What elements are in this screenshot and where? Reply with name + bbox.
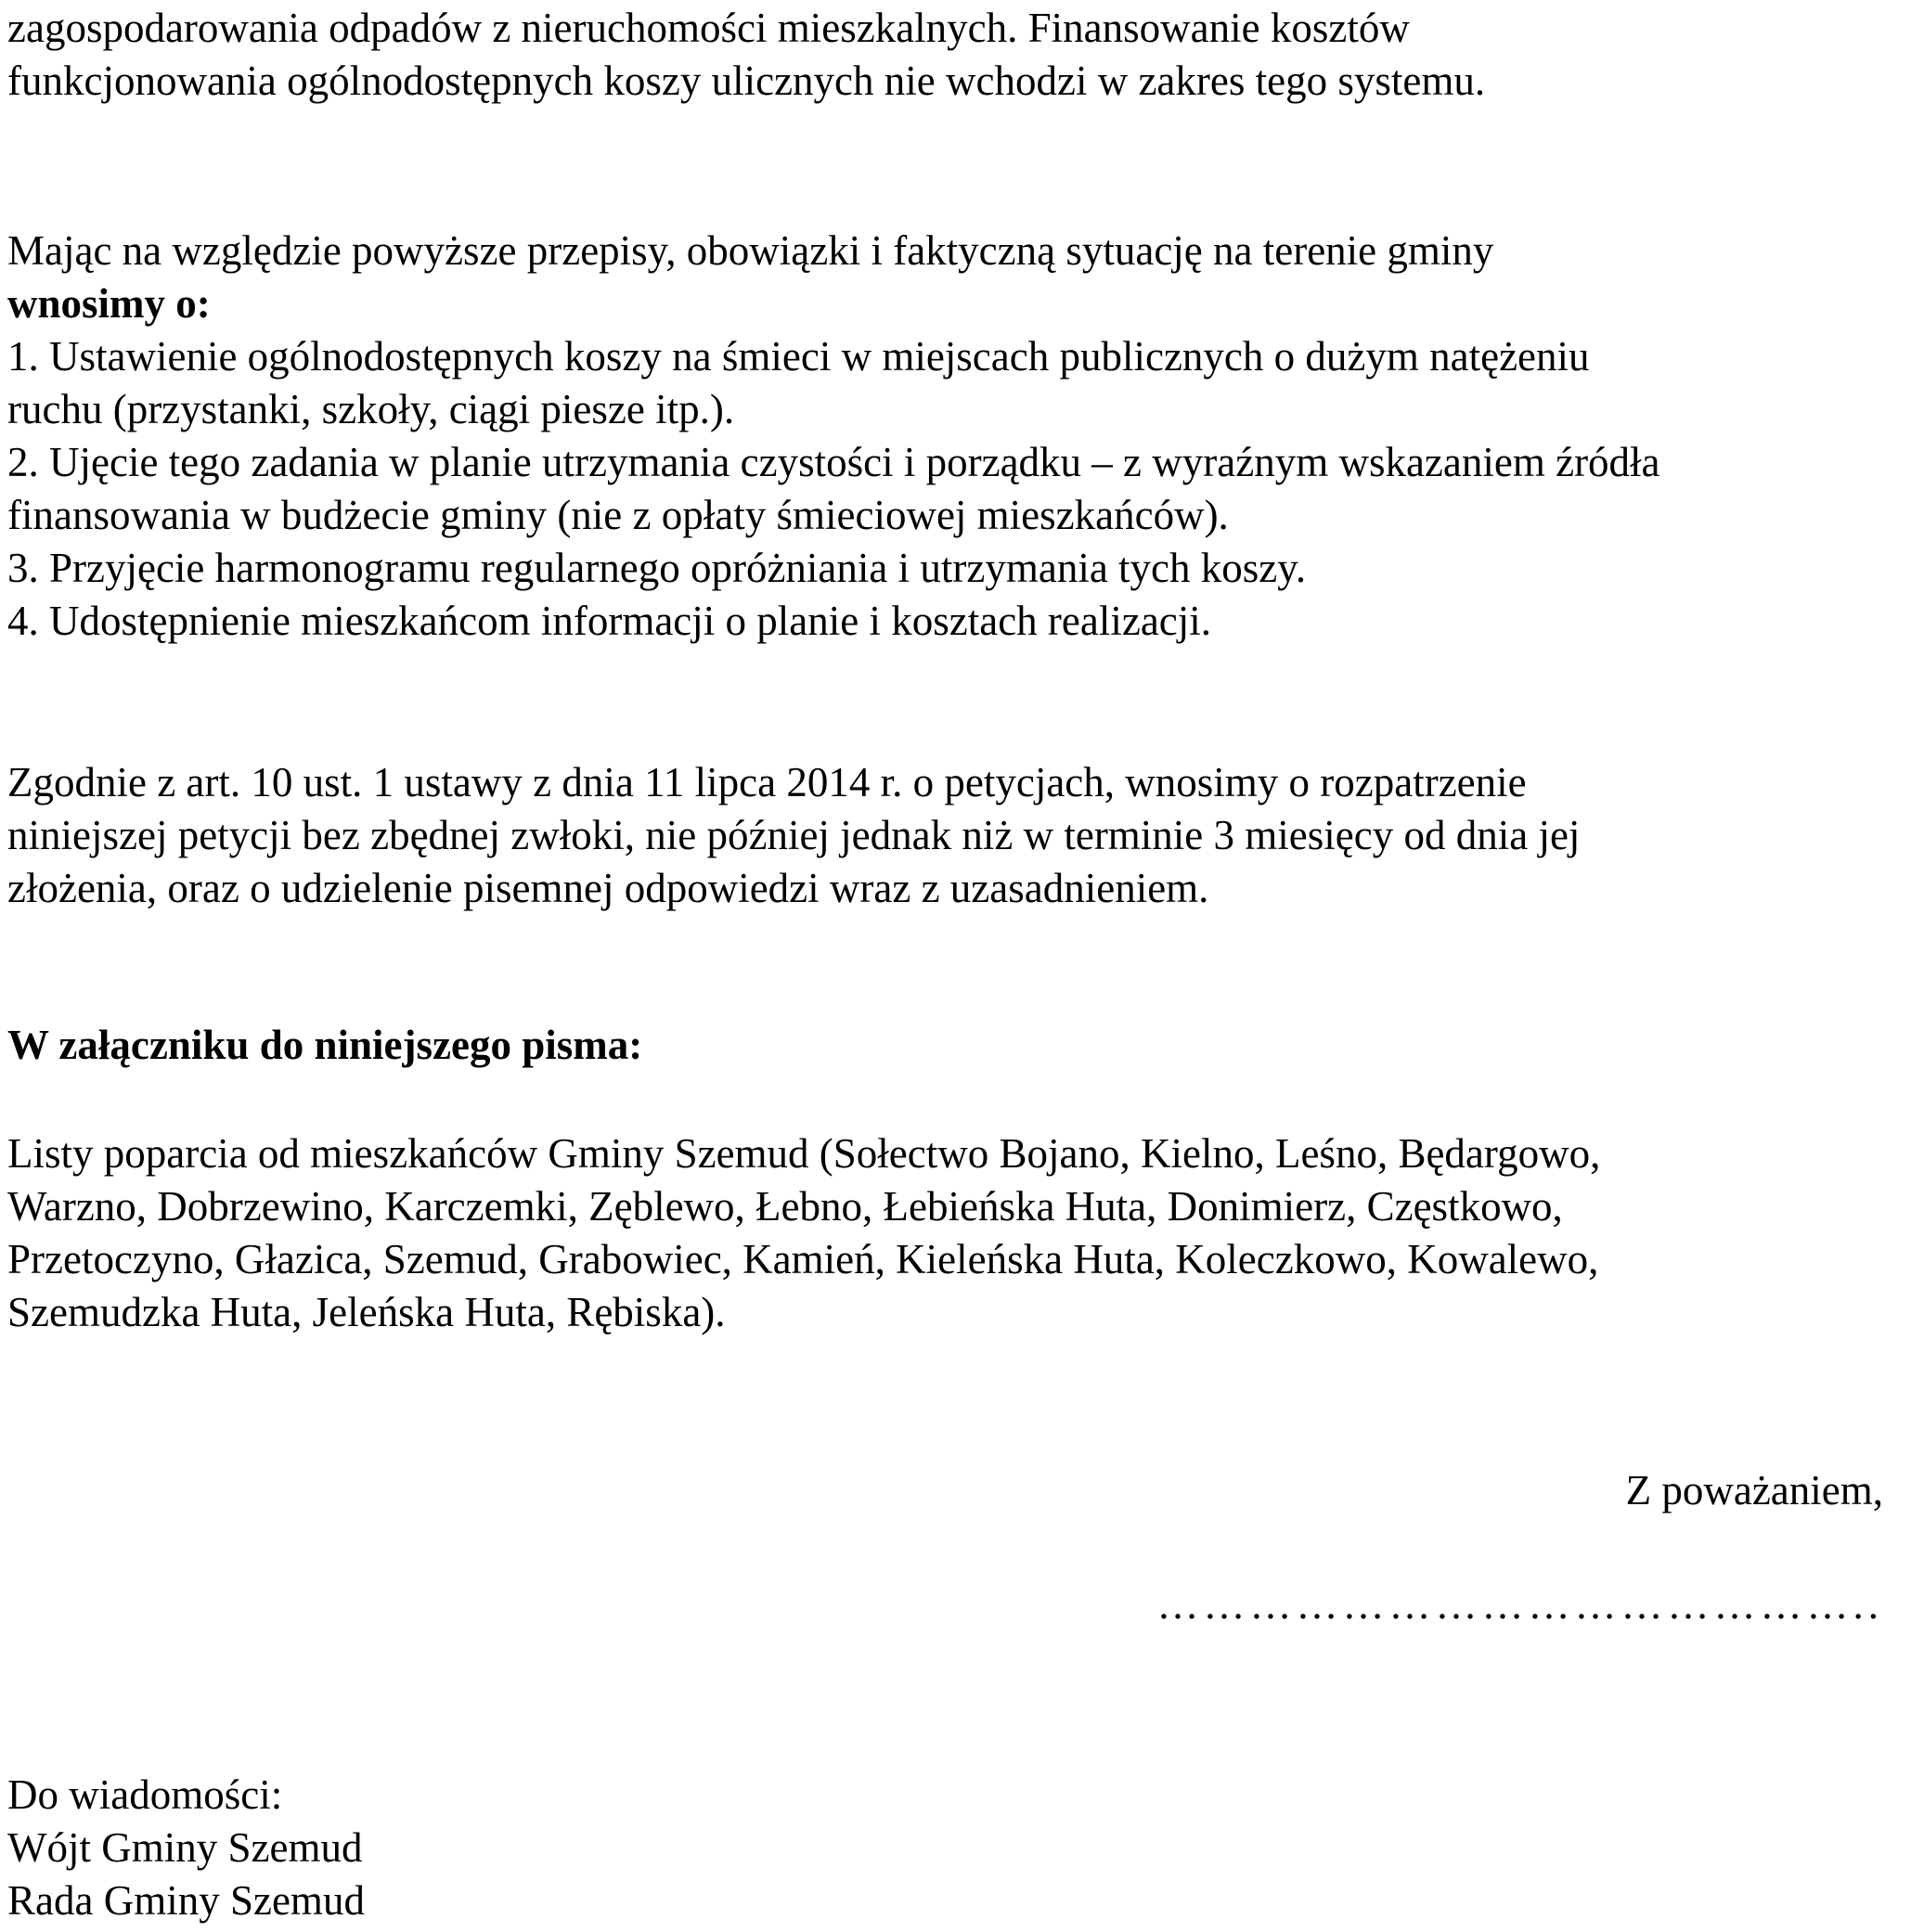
legal-line-2: niniejszej petycji bez zbędnej zwłoki, nie później jednak niż w terminie 3 miesięcy od dnia jej bbox=[7, 812, 1581, 858]
cc-recipient-wojt: Wójt Gminy Szemud bbox=[7, 1824, 363, 1871]
petition-item-3: 3. Przyjęcie harmonogramu regularnego opróżniania i utrzymania tych koszy. bbox=[7, 545, 1307, 591]
petition-item-2-line-1: 2. Ujęcie tego zadania w planie utrzymania czystości i porządku – z wyraźnym wskazaniem źródła bbox=[7, 439, 1660, 485]
petition-item-1-line-1: 1. Ustawienie ogólnodostępnych koszy na śmieci w miejscach publicznych o dużym natężeniu bbox=[7, 333, 1590, 380]
cc-block bbox=[7, 1769, 1883, 1927]
attachment-line-3: Przetoczyno, Głazica, Szemud, Grabowiec, Kamień, Kieleńska Huta, Koleczkowo, Kowalewo, bbox=[7, 1236, 1599, 1282]
legal-line-3: złożenia, oraz o udzielenie pisemnej odpowiedzi wraz z uzasadnieniem. bbox=[7, 865, 1209, 911]
cc-recipient-rada: Rada Gminy Szemud bbox=[7, 1877, 365, 1924]
legal-basis-paragraph bbox=[7, 756, 1883, 915]
petition-item-2-line-2: finansowania w budżecie gminy (nie z opłaty śmieciowej mieszkańców). bbox=[7, 492, 1229, 538]
intro-line-2: funkcjonowania ogólnodostępnych koszy ulicznych nie wchodzi w zakres tego systemu. bbox=[7, 58, 1486, 104]
closing-salutation: Z poważaniem, bbox=[1625, 1467, 1883, 1513]
petition-intro-line: Mając na względzie powyższe przepisy, obowiązki i faktyczną sytuację na terenie gminy bbox=[7, 227, 1494, 274]
legal-line-1: Zgodnie z art. 10 ust. 1 ustawy z dnia 11 lipca 2014 r. o petycjach, wnosimy o rozpatrzenie bbox=[7, 759, 1527, 805]
petition-lead-bold: wnosimy o: bbox=[7, 280, 211, 327]
attachment-line-1: Listy poparcia od mieszkańców Gminy Szemud (Sołectwo Bojano, Kielno, Leśno, Będargowo, bbox=[7, 1130, 1601, 1177]
petition-requests-paragraph bbox=[7, 225, 1883, 648]
intro-line-1: zagospodarowania odpadów z nieruchomości mieszkalnych. Finansowanie kosztów bbox=[7, 5, 1410, 51]
attachment-line-4: Szemudzka Huta, Jeleńska Huta, Rębiska). bbox=[7, 1289, 726, 1335]
attachment-heading: W załączniku do niniejszego pisma: bbox=[7, 1022, 643, 1068]
attachment-line-2: Warzno, Dobrzewino, Karczemki, Zęblewo, Łebno, Łebieńska Huta, Donimierz, Częstkowo, bbox=[7, 1183, 1563, 1230]
attachment-paragraph bbox=[7, 1127, 1883, 1339]
petition-item-4: 4. Udostępnienie mieszkańcom informacji o planie i kosztach realizacji. bbox=[7, 598, 1212, 644]
cc-heading: Do wiadomości: bbox=[7, 1771, 283, 1818]
intro-paragraph bbox=[7, 2, 1883, 108]
signature-dotted-line: ……………………………………….. bbox=[1156, 1581, 1883, 1628]
petition-item-1-line-2: ruchu (przystanki, szkoły, ciągi piesze itp.). bbox=[7, 386, 735, 432]
